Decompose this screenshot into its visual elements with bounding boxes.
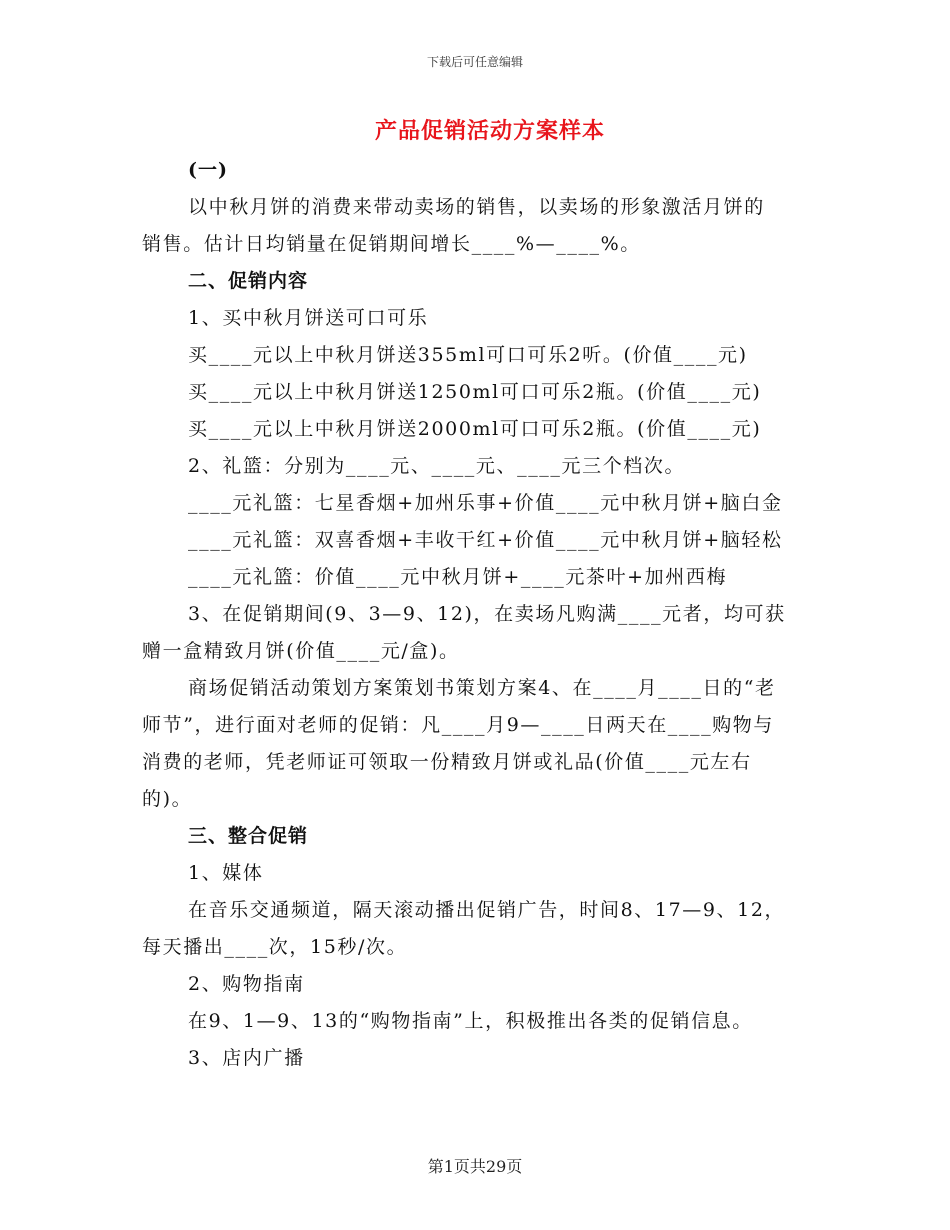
paragraph-line: 买____元以上中秋月饼送2000ml可口可乐2瓶。(价值____元) [188,418,762,440]
paragraph-line: 1、买中秋月饼送可口可乐 [188,307,429,329]
paragraph-line: 消费的老师，凭老师证可领取一份精致月饼或礼品(价值____元左右 [142,751,752,773]
paragraph-line: ____元礼篮：七星香烟+加州乐事+价值____元中秋月饼+脑白金 [188,492,783,514]
paragraph-line: 的)。 [142,788,193,810]
paragraph-line: 买____元以上中秋月饼送1250ml可口可乐2瓶。(价值____元) [188,381,762,403]
paragraph-line: 商场促销活动策划方案策划书策划方案4、在____月____日的“老 [188,677,776,699]
header-note: 下载后可任意编辑 [426,55,523,69]
paragraph-line: 销售。估计日均销量在促销期间增长____%—____%。 [142,233,641,255]
document-body [142,152,810,1077]
paragraph-line: 在9、1—9、13的“购物指南”上，积极推出各类的促销信息。 [188,1010,753,1032]
paragraph-line: 3、在促销期间(9、3—9、12)，在卖场凡购满____元者，均可获 [188,603,786,625]
paragraph-line: 在音乐交通频道，隔天滚动播出促销广告，时间8、17—9、12， [188,899,786,921]
paragraph-line: 1、媒体 [188,862,264,884]
paragraph-line: 买____元以上中秋月饼送355ml可口可乐2听。(价值____元) [188,344,748,366]
paragraph-line: (一) [188,159,228,181]
paragraph-line: 以中秋月饼的消费来带动卖场的销售，以卖场的形象激活月饼的 [188,196,765,218]
paragraph-line: 每天播出____次，15秒/次。 [142,936,408,958]
paragraph-line: 赠一盒精致月饼(价值____元/盒)。 [142,640,460,662]
paragraph-line: ____元礼篮：价值____元中秋月饼+____元茶叶+加州西梅 [188,566,728,588]
paragraph-line: 2、礼篮：分别为____元、____元、____元三个档次。 [188,455,686,477]
document-title: 产品促销活动方案样本 [374,118,605,144]
page-footer: 第1页共29页 [427,1157,523,1176]
paragraph-line: 二、促销内容 [188,270,309,292]
paragraph-line: 师节”，进行面对老师的促销：凡____月9—____日两天在____购物与 [142,714,775,736]
paragraph-line: 2、购物指南 [188,973,305,995]
paragraph-line: 3、店内广播 [188,1047,305,1069]
paragraph-line: 三、整合促销 [188,825,309,847]
paragraph-line: ____元礼篮：双喜香烟+丰收干红+价值____元中秋月饼+脑轻松 [188,529,783,551]
